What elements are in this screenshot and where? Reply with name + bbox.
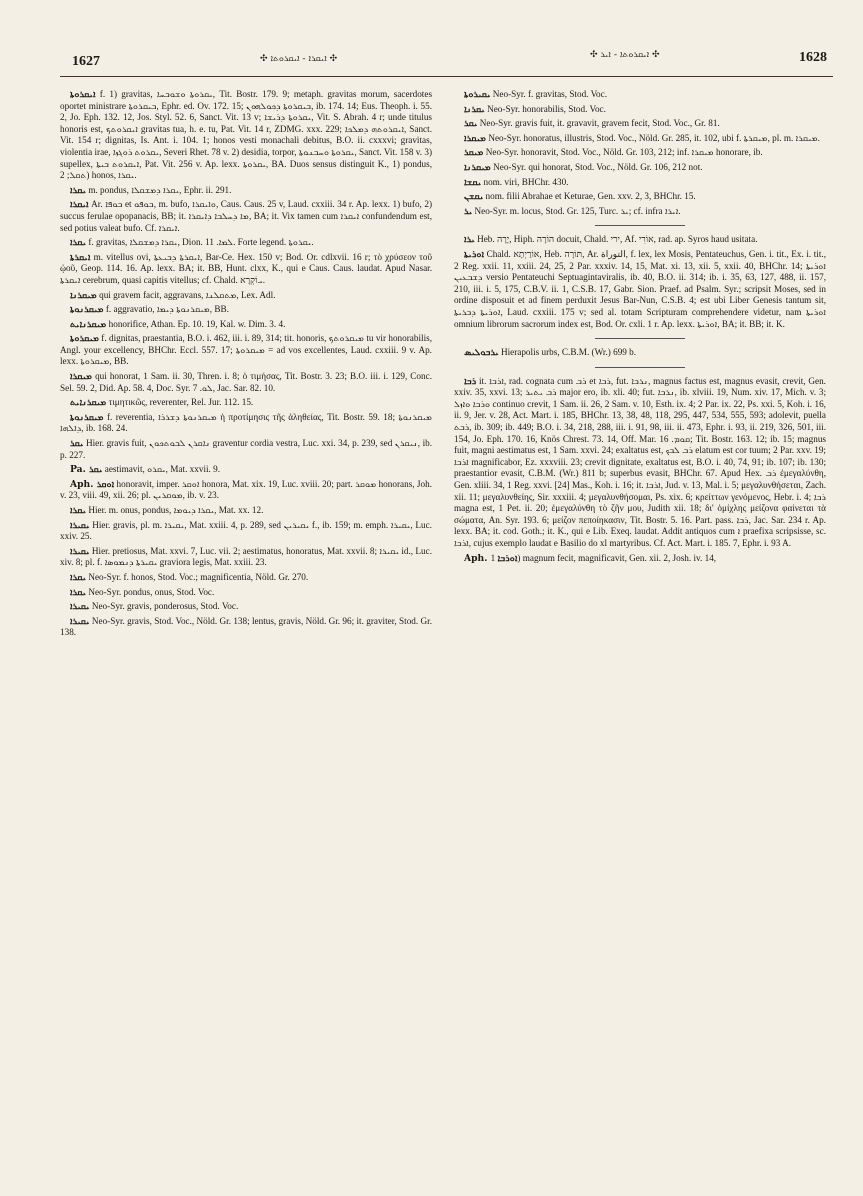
- entry-text: m. pondus, ܝܩܪܐ ܕܡܫܩܠܐ, Ephr. ii. 291.: [88, 184, 232, 195]
- entry-text: Hier. gravis fuit, ܢܐܩܪܢ ܠܒܘܬܟܘܢ graventur cordia vestra, Luc. xxi. 34, p. 239, sed ܢܝܩܪܢ, ib. p. 227.: [60, 438, 433, 460]
- dictionary-entry: [60, 587, 432, 599]
- entry-headword: ܝܩܪ: [70, 438, 84, 450]
- entry-text: τιμητικῶς, reverenter, Rel. Jur. 112. 15.: [108, 397, 254, 408]
- dictionary-entry: [454, 133, 826, 145]
- entry-headword: ܐܝܩܪܘܬܐ: [70, 89, 96, 100]
- dictionary-entry: [454, 347, 826, 359]
- entry-text: Neo-Syr. gravis, Stod. Voc., Nöld. Gr. 138; lentus, gravis, Nöld. Gr. 96; it. graviter, Stod. Gr. 138.: [60, 615, 432, 638]
- entry-headword: ܡܝܩܪܢܘܬܐ: [70, 411, 104, 423]
- entry-headword: ܝܪ: [464, 205, 473, 217]
- entry-headword: ܝܩܝܪܐ: [70, 519, 90, 531]
- dictionary-entry: [60, 304, 432, 316]
- section-divider: [595, 225, 685, 226]
- entry-text: Hierapolis urbs, C.B.M. (Wr.) 699 b.: [500, 347, 637, 358]
- dictionary-entry: [60, 397, 432, 409]
- entry-text: Chald. אוֹרַיְתָא, Heb. תּוֹרָה, Ar. التوراة, f. lex, lex Mosis, Pentateuchus, Gen. i. tit., Ex. i. tit., 2 Reg. xxii. 11, xxiii. 24, 25, 2 Par. xxxiv. 14, 15, Mat. xi. 13, xii. 5, xxii. 40, BHChr. 14; ܐܘܪܝܬܐ ܕܫܒܥܝܢ versio Pentateuchi Septuagintaviralis, ib. 40, B.O. ii. 314; ib. i. 35, 63, 127, 488, ii. 157, 210, iii. i. 5, 175, C.B.V. ii. 1, C.S.B. 17, Gabr. Sion. Praef. ad Psalm. Syr.; scripsit Moses, sed in ordine disposuit et ad finem perduxit Jesus Bar-Nun, C.S.B. 4; est ubi Liber Genesis tantum sit, ܐܘܪܝܬܐ ܕܒܪܝܬܐ, Laud. cxxiii. 175 v; sed al. totam Scripturam comprehendere videtur, nam ܐܘܪܝܬܐ omnium librorum sacrorum index est, Bod. Or. cxli. 1 r. Ap. lexx. ܐܘܪܝܬܐ, BA; it. BB; it. K.: [454, 248, 827, 329]
- entry-headword: ܝܩܫܢ: [464, 191, 484, 203]
- entry-text: Neo-Syr. gravis, ponderosus, Stod. Voc.: [91, 601, 239, 612]
- dictionary-entry: [60, 319, 432, 331]
- entry-text: f. gravitas, ܝܩܪܐ ܕܡܫܩܠܐ, Dion. ܠܡܐ. 11. Forte legend. ܝܩܪܘܬܐ.: [88, 237, 314, 248]
- entry-headword: ܡܝܩܪܢܐ: [70, 289, 97, 301]
- entry-headword: Aph. ܐܘܪܒܐ: [464, 552, 518, 564]
- entry-text: Hier. m. onus, pondus, ܝܩܪܐ ܕܝܘܡܐ, Mat. xx. 12.: [88, 505, 264, 515]
- dictionary-entry: [60, 252, 432, 287]
- entry-headword: Pa. ܝܩܪ: [70, 464, 103, 476]
- dictionary-entry: [454, 147, 826, 159]
- entry-text: aestimavit, ܝܩܪܘ, Mat. xxvii. 9.: [104, 464, 221, 475]
- dictionary-entry: [454, 376, 826, 550]
- left-page-number: 1627: [72, 54, 100, 69]
- dictionary-entry: [60, 371, 432, 394]
- right-running-title: ✣ ܐܝܩܪܘܬܐ - ܐܝܪ ✣: [590, 50, 660, 60]
- entry-headword: ܡܝܩܪܢܐܝܬ: [70, 318, 107, 330]
- dictionary-entry: [454, 118, 826, 130]
- right-page-number: 1628: [799, 50, 827, 65]
- entry-text: f. dignitas, praestantia, B.O. i. 462, iii. i. 89, 314; tit. honoris, ܡܝܩܪܘܬܟ tu vir honorabilis, Angl. your excellency, BHChr. Eccl. 557. 17; ܡܝܩܪܘܬܐ = ad vos excellentes, Laud. cxxiii. 9 v. Ap. lexx. ܡܝܩܪܘܬܐ, BB.: [60, 333, 432, 367]
- entry-headword: ܝܩܪ: [464, 118, 478, 130]
- entry-headword: ܪܒܐ: [464, 375, 477, 387]
- section-divider: [595, 338, 685, 339]
- entry-text: nom. filii Abrahae et Keturae, Gen. xxv. 2, 3, BHChr. 15.: [485, 191, 696, 202]
- entry-headword: ܡܝܩܪܢܐ: [464, 161, 491, 173]
- dictionary-entry: [454, 234, 826, 246]
- entry-text: honoravit, imper. ܐܘܩܪ honora, Mat. xix. 19, Luc. xviii. 20; part. ܡܘܩܪ honorans, Joh. v. 23, viii. 49, xii. 26; pl. ܡܘܩܪܝܢ, ib. v. 23.: [60, 478, 432, 501]
- dictionary-entry: [60, 185, 432, 197]
- dictionary-entry: [60, 464, 432, 476]
- dictionary-entry: [60, 572, 432, 584]
- entry-text: Neo-Syr. f. honos, Stod. Voc.; magnificentia, Nöld. Gr. 270.: [88, 571, 309, 582]
- dictionary-entry: [454, 249, 826, 330]
- section-divider: [595, 367, 685, 368]
- entry-text: Neo-Syr. f. gravitas, Stod. Voc.: [492, 89, 608, 99]
- dictionary-entry: [60, 290, 432, 302]
- dictionary-entry: [60, 438, 432, 461]
- dictionary-entry: [454, 104, 826, 116]
- dictionary-entry: [60, 601, 432, 613]
- entry-headword: ܡܝܩܪܐ: [464, 132, 487, 144]
- entry-headword: ܝܩܝܪܐ: [70, 601, 90, 613]
- entry-headword: ܡܝܩܪܢܘܬܐ: [70, 304, 104, 316]
- dictionary-entry: [60, 89, 432, 182]
- entry-headword: ܝܪܒܘܠܝܣ: [464, 347, 499, 359]
- entry-text: Neo-Syr. honoravit, Stod. Voc., Nöld. Gr. 103, 212; inf. ܡܝܩܪܐ honorare, ib.: [485, 147, 763, 158]
- dictionary-entry: [454, 162, 826, 174]
- entry-headword: ܝܩܝܪܐ: [70, 615, 90, 627]
- entry-text: qui honorat, 1 Sam. ii. 30, Thren. i. 8; ὁ τιμήσας, Tit. Bostr. 3. 23; B.O. iii. i. 129, Conc. Sel. 59. 2, Did. Ap. 58. 4, Doc. Syr. ܠܘ. 7, Jac. Sar. 82. 10.: [60, 371, 432, 393]
- entry-headword: ܝܩܫܐ: [464, 176, 482, 188]
- entry-headword: ܝܩܪܢܐ: [464, 103, 485, 115]
- dictionary-entry: [60, 616, 432, 639]
- entry-text: honorifice, Athan. Ep. 10. 19, Kal. w. Dim. 3. 4.: [108, 318, 286, 329]
- entry-headword: ܝܩܝܪܘܬܐ: [464, 89, 491, 100]
- entry-headword: ܝܩܪܐ: [70, 505, 87, 516]
- entry-headword: ܐܝܩܪܐ: [70, 199, 89, 211]
- entry-headword: ܝܩܪܐ: [70, 586, 87, 598]
- left-running-title: ✣ ܐܝܩܪܐ - ܐܝܩܪܘܬܐ ✣: [260, 54, 338, 64]
- entry-headword: ܝܩܝܪܐ: [70, 545, 90, 557]
- dictionary-entry: [60, 546, 432, 569]
- entry-headword: ܝܩܪܐ: [70, 571, 87, 583]
- text-columns: [60, 89, 833, 642]
- dictionary-entry: [454, 553, 826, 565]
- entry-text: nom. viri, BHChr. 430.: [483, 176, 569, 187]
- page-header: [60, 46, 833, 77]
- entry-headword: ܐܝܩܪܬܐ: [70, 251, 91, 263]
- entry-text: Ar. ܒܘܦܐ et ܒܘܦܘ, m. bufo, ܘܐܝܩܪܐ, Caus. Caus. 25 v, Laud. cxxiii. 34 r. Ap. lexx. 1) bufo, 2) succus ferulae opopanacis, BB; it. ܡܐ ܕܚܠܒܐ ܕܐܝܩܪܐ, BA; it. Vix tamen cum ܐܝܩܪܐ confundendum est, sed potius valeat bufo. Cf. ܐܝܩܪܐ.: [60, 199, 433, 233]
- entry-text: Neo-Syr. qui honorat, Stod. Voc., Nöld. Gr. 106, 212 not.: [493, 161, 703, 172]
- entry-headword: ܡܝܩܪ: [464, 147, 484, 159]
- entry-headword: Aph. ܐܘܩܪ: [70, 478, 115, 490]
- entry-headword: ܝܩܪܐ: [70, 184, 87, 196]
- entry-text: Neo-Syr. honorabilis, Stod. Voc.: [487, 103, 606, 114]
- entry-text: it. ܐܪܒܐ, rad. cognata cum ܪܒ et ܪܒܐ, fut. ܢܪܒܐ, magnus factus est, magnus evasit, crevit, Gen. xxiv. 35, xxvi. 13; ܪܒ ܝܬܝܪ major ero, ib. xli. 40; fut. ܢܪܒܐ, ib. xlviii. 19, Num. xiv. 17, Mich. v. 3; ܘܪܒܐ ܘܐܙܠ continuo crevit, 1 Sam. ii. 26, 2 Sam. v. 10, Esth. ix. 4; 2 Par. ix. 22, Ps. xxi. 5, Koh. i. 16, ii. 9, Jer. v. 28, Act. Mart. i. 185, BHChr. 13, 38, 48, 118, 295, 447, 534, 555, 593; adolevit, puella ܪܒܬ, ib. 309; ib. 449; B.O. i. 34, 218, 288, iii. i. 91, 98, iii. ii. 473, Ephr. i. 93, ii. 219, 326, 501, iii. 154, Jo. Eph. 170. 16, Knös Chrest. 73. 14, Off. Mar. ܩܘܡ. 16; Tit. Bostr. 163. 12; ib. 15; magnus fuit, magni aestimatus est, 1 Sam. xxvi. 24; exaltatus est, ܪܒ ܠܒܟ elatum est cor tuum; 2 Par. xxv. 19; ܐܪܒܐ magnificabor, Ez. xxxviii. 23; crevit dignitate, exaltatus est, B.O. i. 40, 74, 91; ib. 107; ib. 130; praestantior evasit, C.B.M. (Wr.) 811 b; superbus evasit, BHChr. 67. Apud Hex. ܪܒ ἐμεγαλύνθη, Gen. xliii. 34, 1 Reg. xxvi. [24] Mas., Koh. i. 16; it. ܐܪܒܐ, Jud. v. 13, Mal. i. 5; μεγαλυνθήσεται, Zach. xii. 11; μεγαλυνθείης, Sir. xxxiii. 4; μεγαλυνθήσομαι, Ps. xix. 6; κρείττων γενόμενος, Hebr. i. 4; ܪܒܐ magna est, 1 Pet. ii. 20; ἐμεγαλύνθη τὸ ζῆν μου, Judith xii. 18; δι' ὁμίχλης μείζονα φαίνεται τὰ σώματα, An. Syr. 193. 6; μείζον πεποίηκασιν, Tit. Bostr. 5. 16. Part. pass. ܪܒܐ, Jac. Sar. 234 r. Ap. lexx. BA; it. cod. Goth.; it. K., qui e Lib. Exeq. laudat. Addit antiquos cum ܐ praefixa scripsisse, sc. ܐܪܒܐ, cujus exemplo laudat e Basilio do xl martyribus. Cf. Act. Mart. i. 185. 7, Ephr. i. 93 A.: [454, 375, 827, 548]
- right-column: [454, 89, 826, 642]
- entry-headword: ܡܝܩܪܐ: [70, 371, 93, 383]
- entry-headword: ܝܪܐ: [464, 234, 475, 246]
- entry-text: Neo-Syr. gravis fuit, it. gravavit, gravem fecit, Stod. Voc., Gr. 81.: [479, 118, 720, 129]
- entry-text: Hier. gravis, pl. m. ܝܩܝܪܐ, Mat. xxiii. 4, p. 289, sed ܝܩܝܪܝܢ f., ib. 159; m. emph. ܝܩܝܪܐ, Luc. xxiv. 25.: [60, 519, 432, 542]
- dictionary-entry: [454, 191, 826, 203]
- entry-headword: ܡܝܩܪܘܬܐ: [70, 333, 99, 345]
- entry-text: Neo-Syr. m. locus, Stod. Gr. 125, Turc. ܝܪ; cf. infra ܐܝܪܐ.: [474, 205, 681, 216]
- entry-headword: ܐܘܪܝܬܐ: [464, 248, 485, 260]
- entry-headword: ܝܩܪܐ: [70, 237, 87, 249]
- dictionary-entry: [60, 479, 432, 502]
- entry-text: Hier. pretiosus, Mat. xxvi. 7, Luc. vii. 2; aestimatus, honoratus, Mat. xxvii. 8; ܝܩܝܪܐ id., Luc. xiv. 8; pl. f. ܝܩܝܪܬܐ ܕܢܡܘܣܐ graviora legis, Mat. xxiii. 23.: [60, 545, 433, 568]
- entry-text: Neo-Syr. pondus, onus, Stod. Voc.: [88, 586, 215, 597]
- entry-text: f. 1) gravitas, ܝܩܪܘܬܐ ܘܫܘܒܚܐ, Tit. Bostr. 179. 9; metaph. gravitas morum, sacerdotes oportet ministrare ܒܝܩܪܘܬܐ, Ephr. ed. Ov. 172. 15; ܒܝܩܪܘܬܐ ܕܟܘܠܗܘܢ, ib. 174. 14; Eus. Theoph. i. 55. 2, Jo. Eph. 132. 12, Jos. Styl. 52. 6, Sanct. Vit. 13 v; ܝܩܪܘܬܐ ܕܪܝܫܐ, Vit. S. Abrah. 4 r; unde titulus honoris est, ܐܝܩܪܘܬܟ gravitas tua, h. e. tu, Pat. Vit. 14 r, ZDMG. xxx. 229; ܐܝܩܪܘܬܗ ܕܡܠܟܐ, Sanct. Vit. 154 r; dignitas, Is. Ant. i. 104. 1; honos vesti monachali debitus, B.O. ii. cxxxvi; gravitas, violentia irae, ܝܩܪܘܬ ܪܘܓܙܐ, Severi Rhet. 78 v. 2) desidia, torpor, ܝܩܪܘܬܐ ܘܚܒܢܘܬܐ, Sanct. Vit. 158 v. 3) supellex, ܐܝܩܪܘܬ ܒܝܬܐ, Pat. Vit. 256 v. Ap. lexx. ܝܩܪܘܬܐ, BA. Duos sensus distinguit K., 1) pondus, ܬܩܠ; 2) honos, ܝܩܪܐ.: [60, 89, 433, 181]
- dictionary-entry: [60, 237, 432, 249]
- dictionary-entry: [60, 333, 432, 368]
- entry-headword: ܡܝܩܪܢܐܝܬ: [70, 397, 107, 409]
- entry-text: f. aggravatio, ܡܝܩܪܢܘܬܐ ܕܝܡܐ, BB.: [105, 304, 229, 315]
- dictionary-entry: [454, 177, 826, 189]
- entry-text: m. vitellus ovi, ܐܝܩܪܬܐ ܕܒܝܥܬܐ, Bar-Ce. Hex. 150 v; Bod. Or. cdlxvii. 16 r; τὸ χρύσεον τοῦ ᾠοῦ, Geop. 114. 16. Ap. lexx. BA; it. BB, Hunt. clxx, K., qui e Caus. Caus. laudat. Apud Nasar. ܐܝܩܪܬܐ cerebrum, quasi capitis vitellus; cf. Chald. ܝוֹקְרָא.: [60, 251, 433, 285]
- dictionary-entry: [60, 520, 432, 543]
- dictionary-entry: [60, 505, 432, 517]
- left-column: [60, 89, 432, 642]
- dictionary-entry: [454, 89, 826, 101]
- entry-text: f. reverentia, ܡܝܩܪܢܘܬܐ ܕܫܪܪܐ ἡ προτίμησις τῆς ἀληθείας, Tit. Bostr. 59. 18; ܡܝܩܪܢܘܬܐ ܕܐܠܗܐ, ib. 168. 24.: [60, 411, 432, 434]
- dictionary-entry: [60, 199, 432, 234]
- dictionary-entry: [454, 206, 826, 218]
- entry-text: Neo-Syr. honoratus, illustris, Stod. Voc., Nöld. Gr. 285, it. 102, ubi f. ܡܝܩܪܬܐ, pl. m. ܡܝܩܪܐ.: [488, 132, 820, 143]
- entry-text: Heb. יָרָה, Hiph. הוֹרָה docuit, Chald. ירי, Af. אוֹרִי, rad. ap. Syros haud usitata.: [477, 234, 758, 245]
- entry-text: qui gravem facit, aggravans, ܡܬܩܠܢܐ, Lex. Adl.: [99, 289, 276, 300]
- entry-text: 1) magnum fecit, magnificavit, Gen. xii. 2, Josh. iv. 14,: [490, 552, 717, 563]
- dictionary-entry: [60, 412, 432, 435]
